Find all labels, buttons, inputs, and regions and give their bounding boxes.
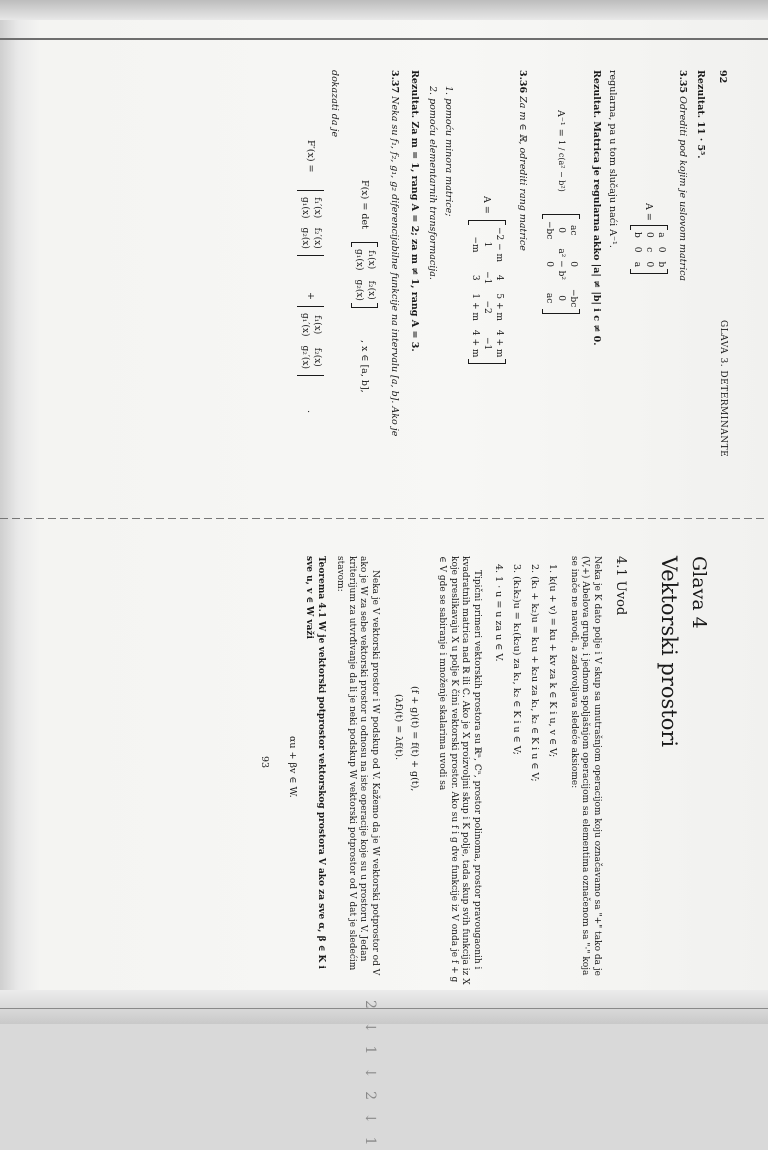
rezultat-1: Rezultat. 11 · 5⁵. (695, 70, 706, 159)
book-edge-line (0, 38, 768, 40)
plus-sign: + (305, 292, 316, 300)
matrix-cell: a (656, 232, 666, 238)
determinant-1 (297, 190, 324, 256)
axiom-1: 1. k(u + v) = ku + kv za k ∈ K i u, v ∈ V; (547, 564, 558, 758)
prove-line: dokazati da je (329, 70, 340, 138)
problem-336 (516, 70, 528, 251)
examples-paragraph: Tipični primeri vektorskih prostora su ℝⁿ, ℂⁿ, prostor polinoma, prostor pravougaonih i kvadratnih matrica nad ℝ ili ℂ. Ako je X proizvoljni skup i K polje, tada skup svih funkcija iz X koje preslikavaju X u polje K čini vektorski prostor. Ako su f i g dve funkcije iz V onda je f + g ∈ V gde se sabiranje i množenje skalarima uvodi sa (436, 556, 482, 985)
running-head: GLAVA 3. DETERMINANTE (718, 320, 728, 458)
theorem-4-1: Teorema 4.1 W je vektorski potprostor vektorskog prostora V ako za sve α, β ∈ K i sve u, v ∈ W važi (304, 556, 326, 969)
intro-paragraph: Neka je K dato polje i V skup sa unutrašnjom operacijom koju označavamo sa "+" tako da je (V,+) Abelova grupa, i jednom spoljašnjom operacijom sa elementima označenom sa "·" koja se inače ne navodi, a zadovoljava sledeće aksiome: (568, 556, 602, 976)
matrix-cell: b (632, 232, 643, 238)
matrix-cell: f₂(x) (312, 347, 322, 367)
problem-text: Odrediti pod kojim je uslovom matrica (677, 96, 688, 282)
problem-label: 3.35 (677, 70, 688, 94)
matrix-cell: 4 + m (470, 329, 481, 358)
matrix-cell: 4 (494, 274, 504, 281)
matrix-cell: g₁(x) (300, 197, 311, 219)
fp-lhs: F′(x) = (305, 140, 316, 173)
matrix-cell: f₁(x) (366, 250, 376, 270)
axiom-4: 4. 1 · u = u za u ∈ V. (493, 564, 504, 662)
problem-text: Za m ∈ ℝ, odrediti rang matrice (517, 96, 528, 251)
section-heading: 4.1 Uvod (613, 556, 628, 616)
f-domain: , x ∈ [a, b], (359, 340, 370, 393)
matrix-cell: c (644, 247, 655, 253)
matrix-cell: g₂(x) (354, 279, 365, 301)
formula-scalar: (λf)(t) = λf(t). (393, 694, 404, 760)
matrix-lhs: A = (481, 196, 492, 214)
axiom-2: 2. (k₁ + k₂)u = k₁u + k₂u za k₁, k₂ ∈ K i u ∈ V; (529, 564, 540, 782)
matrix-cell: −m (470, 236, 481, 253)
matrix-cell: f₁′(x) (312, 197, 322, 219)
matrix-cell: g₁(x) (354, 249, 365, 271)
matrix-cell: −bc (544, 221, 555, 240)
problem-label: 3.36 (517, 70, 528, 94)
problem-337 (388, 70, 400, 436)
matrix-cell: 0 (656, 246, 666, 253)
matrix-cell: 0 (544, 261, 555, 268)
inverse-lhs: A⁻¹ = (555, 110, 566, 137)
matrix-a-336 (468, 220, 506, 364)
matrix-cell: 0 (644, 261, 655, 268)
matrix-a-335 (630, 225, 668, 274)
page-93 (10, 556, 710, 986)
matrix-cell: −2 (482, 300, 493, 314)
page-number: 93 (259, 756, 270, 769)
matrix-cell: −1 (482, 271, 493, 285)
matrix-cell: −2 − m (494, 227, 504, 263)
matrix-cell: a (632, 261, 643, 268)
matrix-cell: 0 (568, 261, 578, 268)
matrix-inverse (542, 214, 580, 314)
formula-sum: (f + g)(t) = f(t) + g(t), (409, 686, 420, 792)
matrix-cell: 5 + m (494, 293, 504, 321)
subspace-paragraph: Neka je V vektorski prostor i W podskup od V. Kažemo da je W vektorski potprostor od V ako je W za sebe vektorski prostor u odnosu na iste operacije koje su u prostoru V. Jedan kriterijum za utvrđivanje da li je neki podskup W vektorski potprostor od V dat je sledećim stavom: (334, 556, 380, 976)
matrix-cell: ac (568, 224, 578, 236)
rezultat-3: Rezultat. Za m = 1, rang A = 2; za m ≠ 1, rang A = 3. (409, 70, 420, 352)
matrix-cell: g₂′(x) (300, 345, 311, 370)
matrix-cell: f₁(x) (312, 315, 322, 335)
theorem-formula: αu + βv ∈ W. (287, 736, 298, 798)
matrix-cell: 0 (556, 227, 567, 234)
matrix-cell: −1 (482, 337, 493, 351)
f-lhs: F(x) = det (359, 180, 370, 229)
chapter-number: Glava 4 (688, 556, 710, 629)
matrix-cell: 0 (556, 295, 567, 301)
matrix-cell: 0 (632, 246, 643, 253)
matrix-cell: 1 + m (470, 293, 481, 321)
book-bottom-line (0, 1008, 768, 1009)
scan-edge-bottom (0, 990, 768, 1024)
chapter-title: Vektorski prostori (657, 556, 681, 748)
matrix-cell: a² − b² (556, 248, 567, 280)
matrix-cell: ac (544, 292, 555, 304)
matrix-cell: f₂(x) (366, 280, 376, 300)
matrix-f (351, 242, 378, 308)
page-92 (28, 70, 728, 530)
margin-scribble: 2 ↓ 1 ↓ 2 ↓ 1 (362, 1000, 378, 1150)
matrix-cell: 4 + m (494, 329, 504, 358)
axiom-3: 3. (k₁k₂)u = k₁(k₂u) za k₁, k₂ ∈ K i u ∈ V; (511, 564, 522, 755)
matrix-cell: 1 (482, 241, 493, 248)
regularity-line: regularna, pa u tom slučaju naći A⁻¹. (607, 70, 618, 248)
scan-edge-top (0, 0, 768, 20)
inverse-factor: 1 / c(a² − b²) (557, 140, 566, 192)
page-number: 92 (717, 70, 728, 84)
rezultat-2: Rezultat. Matrica je regularna akko |a| ≠ |b| i c ≠ 0. (591, 70, 602, 346)
matrix-cell: 0 (644, 232, 655, 238)
problem-335 (676, 70, 688, 281)
problem-text: Neka su f₁, f₂, g₁, g₂ diferencijabilne funkcije na intervalu [a, b]. Ako je (389, 96, 400, 437)
problem-label: 3.37 (389, 70, 400, 94)
method-1: 1. pomoću minora matrice; (443, 86, 454, 217)
matrix-cell: g₁′(x) (300, 313, 311, 337)
matrix-cell: −bc (568, 288, 578, 308)
matrix-cell: f₂′(x) (312, 227, 322, 249)
matrix-cell: g₂(x) (300, 227, 311, 249)
determinant-2 (297, 306, 324, 376)
matrix-lhs: A = (643, 203, 654, 221)
matrix-cell: 3 (470, 274, 481, 281)
method-2: 2. pomoću elementarnih transformacija. (427, 86, 438, 280)
formula-end: . (305, 410, 316, 414)
matrix-cell: b (656, 261, 666, 268)
